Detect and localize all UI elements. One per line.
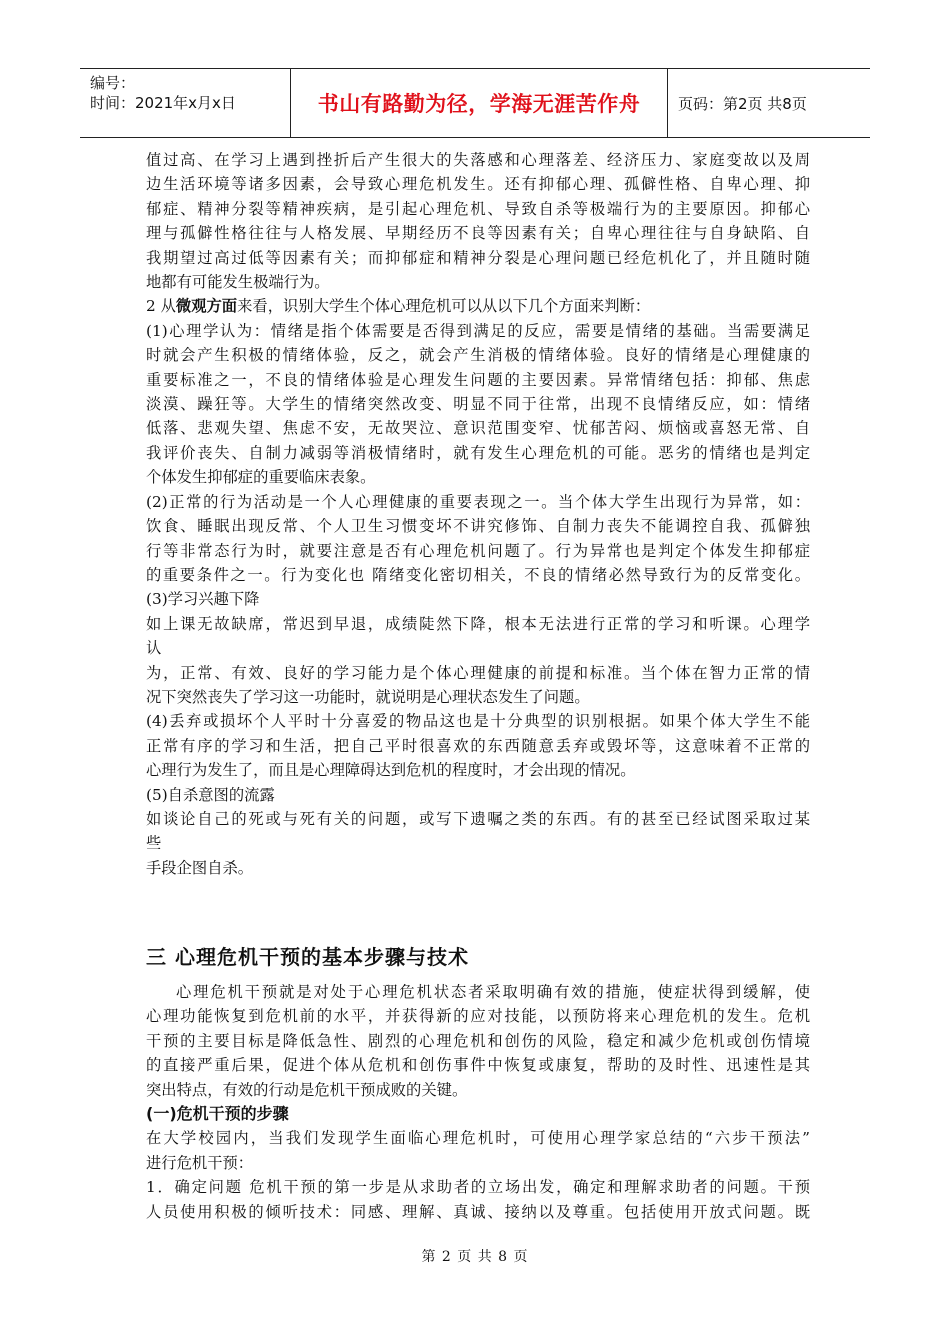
micro-aspect-line <box>146 294 810 318</box>
text-line: 心理功能恢复到危机前的水平，并获得新的应对技能，以预防将来心理危机的发生。危机 <box>146 1007 810 1026</box>
paragraph-3 <box>146 980 810 1102</box>
text-line: 如谈论自己的死或与死有关的问题，或写下遗嘱之类的东西。有的甚至已经试图采取过某 <box>146 809 810 828</box>
text-line: 1．确定问题 危机干预的第一步是从求助者的立场出发，确定和理解求助者的问题。干预 <box>146 1178 810 1197</box>
body-text <box>146 148 810 880</box>
text-line: 正常有序的学习和生活，把自己平时很喜欢的东西随意丢弃或毁坏等，这意味着不正常的 <box>146 736 810 755</box>
text-line: 突出特点，有效的行动是危机干预成败的关键。 <box>146 1080 468 1099</box>
text-line: 我期望过高过低等因素有关；而抑郁症和精神分裂是心理问题已经危机化了，并且随时随 <box>146 248 810 267</box>
text-line: 理与孤僻性格往往与人格发展、早期经历不良等因素有关；自卑心理往往与自身缺陷、自 <box>146 224 810 243</box>
subheading: (一)危机干预的步骤 <box>146 1104 289 1124</box>
page-footer: 第 2 页 共 8 页 <box>421 1249 529 1265</box>
text-line: 心理危机干预就是对处于心理危机状态者采取明确有效的措施，使症状得到缓解，使 <box>176 983 810 1001</box>
document-number-label: 编号： <box>90 74 136 92</box>
text-line: 的重要条件之一。行为变化也 隋绪变化密切相关，不良的情绪必然导致行为的反常变化。 <box>146 565 810 584</box>
text-line: 重要标准之一，不良的情绪体验是心理发生问题的主要因素。异常情绪包括：抑郁、焦虑 <box>146 370 810 389</box>
text-line: (3)学习兴趣下降 <box>146 590 260 609</box>
text-line: 进行危机干预： <box>146 1153 254 1172</box>
text-line: 心理行为发生了，而且是心理障碍达到危机的程度时，才会出现的情况。 <box>146 761 636 780</box>
text-line: 为，正常、有效、良好的学习能力是个体心理健康的前提和标准。当个体在智力正常的情 <box>146 663 810 682</box>
header-motto: 书山有路勤为径，学海无涯苦作舟 <box>291 69 668 137</box>
document-time-label: 时间：2021年x月x日 <box>90 94 236 112</box>
page-header <box>80 68 870 138</box>
paragraph-2 <box>146 319 810 880</box>
header-page-label: 页码：第2页 共8页 <box>678 94 807 113</box>
bold-term: 微观方面 <box>175 297 238 316</box>
paragraph-1 <box>146 148 810 294</box>
text-span: 2 从 <box>146 297 176 316</box>
text-line: 干预的主要目标是降低急性、剧烈的心理危机和创伤的风险，稳定和减少危机或创伤情境 <box>146 1031 810 1050</box>
text-line: 地都有可能发生极端行为。 <box>146 273 330 292</box>
text-line: (1)心理学认为：情绪是指个体需要是否得到满足的反应，需要是情绪的基础。当需要满足 <box>146 321 810 340</box>
text-line: 的直接严重后果，促进个体从危机和创伤事件中恢复或康复，帮助的及时性、迅速性是其 <box>146 1056 810 1075</box>
body-text-section-3 <box>146 980 810 1224</box>
text-line: (2)正常的行为活动是一个人心理健康的重要表现之一。当个体大学生出现行为异常，如： <box>146 492 810 511</box>
text-line: 值过高、在学习上遇到挫折后产生很大的失落感和心理落差、经济压力、家庭变故以及周 <box>146 151 810 169</box>
text-line: 个体发生抑郁症的重要临床表象。 <box>146 468 376 487</box>
text-line: 淡漠、躁狂等。大学生的情绪突然改变、明显不同于往常，出现不良情绪反应，如：情绪 <box>146 395 810 414</box>
text-line: (4)丢弃或损坏个人平时十分喜爱的物品这也是十分典型的识别根据。如果个体大学生不能 <box>146 712 810 731</box>
text-line: 行等非常态行为时，就要注意是否有心理危机问题了。行为异常也是判定个体发生抑郁症 <box>146 541 810 560</box>
text-span: 来看，识别大学生个体心理危机可以从以下几个方面来判断： <box>237 297 651 316</box>
text-line: 饮食、睡眠出现反常、个人卫生习惯变坏不讲究修饰、自制力丧失不能调控自我、孤僻独 <box>146 517 810 536</box>
text-line: 手段企图自杀。 <box>146 858 254 877</box>
text-line: 边生活环境等诸多因素，会导致心理危机发生。还有抑郁心理、孤僻性格、自卑心理、抑 <box>146 175 810 194</box>
text-line: 人员使用积极的倾听技术：同感、理解、真诚、接纳以及尊重。包括使用开放式问题。既 <box>146 1202 810 1221</box>
text-line: 况下突然丧失了学习这一功能时，就说明是心理状态发生了问题。 <box>146 687 590 706</box>
section-heading: 三 心理危机干预的基本步骤与技术 <box>146 945 469 969</box>
text-line: 低落、悲观失望、焦虑不安，无故哭泣、意识范围变窄、忧郁苦闷、烦恼或喜怒无常、自 <box>146 419 810 438</box>
header-meta <box>80 69 291 137</box>
text-line: 在大学校园内，当我们发现学生面临心理危机时，可使用心理学家总结的“六步干预法” <box>146 1129 810 1148</box>
paragraph-4 <box>146 1126 810 1224</box>
text-line: 认 <box>146 639 162 658</box>
text-line: 郁症、精神分裂等精神疾病，是引起心理危机、导致自杀等极端行为的主要原因。抑郁心 <box>146 199 810 218</box>
text-line: 时就会产生积极的情绪体验，反之，就会产生消极的情绪体验。良好的情绪是心理健康的 <box>146 346 810 365</box>
text-line: 我评价丧失、自制力减弱等消极情绪时，就有发生心理危机的可能。恶劣的情绪也是判定 <box>146 443 810 462</box>
text-line: (5)自杀意图的流露 <box>146 785 275 804</box>
text-line: 如上课无故缺席，常迟到早退，成绩陡然下降，根本无法进行正常的学习和听课。心理学 <box>146 614 810 633</box>
text-line: 些 <box>146 834 162 853</box>
